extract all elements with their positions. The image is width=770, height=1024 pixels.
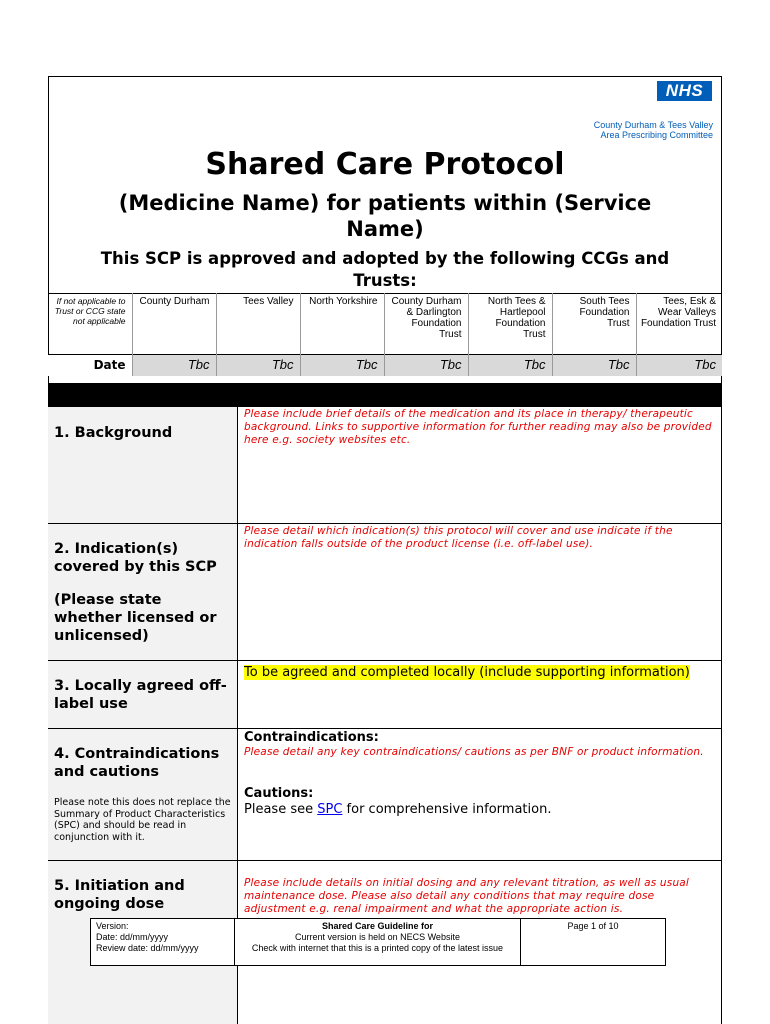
section-heading: 1. Background	[54, 425, 173, 441]
footer-held-text: Current version is held on NECS Website	[295, 932, 460, 942]
section-divider-band	[48, 383, 722, 406]
spc-note: Please note this does not replace the Summary of Product Characteristics (SPC) and should be read in conjunction with it.	[54, 797, 231, 843]
column-header: County Durham	[132, 294, 216, 355]
column-header: Tees Valley	[216, 294, 300, 355]
footer-page-number: Page 1 of 10	[567, 921, 619, 931]
highlighted-text: To be agreed and completed locally (include supporting information)	[244, 665, 690, 680]
date-cell[interactable]: Tbc	[552, 355, 636, 377]
section-label	[48, 729, 238, 860]
nhs-logo: NHS	[657, 81, 712, 101]
date-cell[interactable]: Tbc	[636, 355, 722, 377]
cautions-text-post: for comprehensive information.	[342, 802, 552, 817]
date-cell[interactable]: Tbc	[468, 355, 552, 377]
table-header-row	[48, 294, 722, 355]
section-body[interactable]	[244, 661, 714, 681]
section-body[interactable]: Please include details on initial dosing and any relevant titration, as well as usual maintenance dose. Please also detail any conditions that may require dose adjustment e.g. renal impairment and what the appropriate action is.	[244, 877, 690, 915]
column-header: North Yorkshire	[300, 294, 384, 355]
footer-review-date: Review date: dd/mm/yyyy	[96, 943, 199, 953]
contraindications-title: Contraindications:	[244, 730, 379, 745]
date-label: Date	[48, 355, 132, 377]
section-indications	[48, 523, 722, 660]
column-header: North Tees & Hartlepool Foundation Trust	[468, 294, 552, 355]
section-subheading: (Please state whether licensed or unlicensed)	[54, 592, 217, 644]
column-header: Tees, Esk & Wear Valleys Foundation Trust	[636, 294, 722, 355]
date-cell[interactable]: Tbc	[216, 355, 300, 377]
section-label	[48, 661, 238, 728]
date-cell[interactable]: Tbc	[384, 355, 468, 377]
approval-statement: This SCP is approved and adopted by the following CCGs and Trusts:	[100, 249, 670, 290]
section-label	[48, 407, 238, 523]
cautions-title: Cautions:	[244, 786, 314, 801]
section-off-label	[48, 660, 722, 728]
ccg-trust-table	[48, 293, 722, 376]
column-header: South Tees Foundation Trust	[552, 294, 636, 355]
column-header: County Durham & Darlington Foundation Trust	[384, 294, 468, 355]
section-contraindications	[48, 728, 722, 860]
spc-link[interactable]: SPC	[317, 802, 343, 817]
section-body[interactable]: Please detail which indication(s) this protocol will cover and use indicate if the indication falls outside of the product license (i.e. off-label use).	[244, 525, 673, 550]
section-body[interactable]: Please include brief details of the medication and its place in therapy/ therapeutic background. Links to supportive information for further reading may also be provided here e.g. society websites etc.	[244, 408, 712, 446]
footer-guideline-info	[235, 919, 521, 965]
cautions-body	[244, 802, 714, 818]
org-name-line2: Area Prescribing Committee	[600, 130, 713, 140]
document-subtitle: (Medicine Name) for patients within (Service Name)	[118, 191, 652, 241]
section-label	[48, 524, 238, 660]
page-footer	[90, 918, 666, 966]
section-heading: 2. Indication(s) covered by this SCP	[54, 541, 217, 575]
section-heading: 5. Initiation and ongoing dose	[54, 878, 185, 912]
date-row	[48, 355, 722, 377]
footer-version: Version:	[96, 921, 129, 931]
cautions-text-pre: Please see	[244, 802, 318, 817]
footer-guideline-title: Shared Care Guideline for	[321, 921, 434, 931]
date-cell[interactable]: Tbc	[132, 355, 216, 377]
document-title: Shared Care Protocol	[205, 147, 565, 182]
footer-version-info	[91, 919, 235, 965]
section-heading: 3. Locally agreed off-label use	[54, 678, 227, 712]
contraindications-body[interactable]: Please detail any key contraindications/ cautions as per BNF or product information.	[244, 746, 704, 758]
org-name-line1: County Durham & Tees Valley	[593, 120, 713, 130]
not-applicable-note: If not applicable to Trust or CCG state not applicable	[48, 294, 132, 355]
date-cell[interactable]: Tbc	[300, 355, 384, 377]
footer-check-text: Check with internet that this is a printed copy of the latest issue	[251, 943, 504, 953]
footer-date: Date: dd/mm/yyyy	[96, 932, 169, 942]
section-background	[48, 406, 722, 523]
section-heading: 4. Contraindications and cautions	[54, 746, 220, 780]
